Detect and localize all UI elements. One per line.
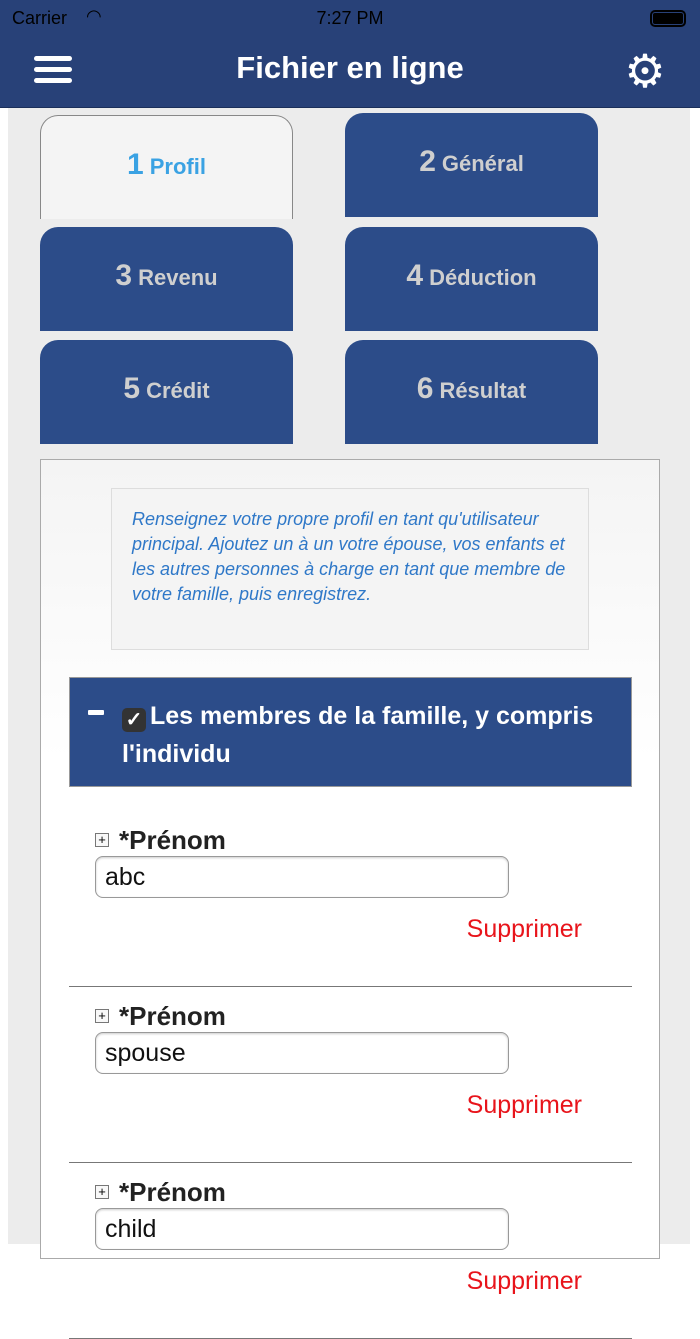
family-member — [69, 811, 632, 987]
checkbox-icon[interactable]: ✓ — [122, 708, 146, 732]
family-member — [69, 987, 632, 1163]
tab-number: 6 — [416, 372, 434, 405]
app-header — [0, 0, 700, 108]
info-text: Renseignez votre propre profil en tant qu'utilisateur principal. Ajoutez un à un votre épouse, vos enfants et les autres personnes à charge en tant que membre de votre famille, puis enregistrez. — [111, 488, 589, 650]
collapse-icon[interactable] — [88, 710, 104, 715]
family-member — [69, 1163, 632, 1339]
tab-number: 1 — [127, 148, 144, 181]
battery-icon — [650, 10, 686, 27]
profile-panel — [40, 459, 660, 1295]
family-section-header[interactable] — [69, 677, 632, 787]
tab-number: 3 — [115, 259, 133, 292]
delete-link[interactable]: Supprimer — [466, 1091, 582, 1119]
tab-label: Résultat — [439, 378, 527, 403]
status-bar — [0, 6, 700, 30]
wifi-icon: ◠ — [86, 6, 102, 26]
tab-label: Général — [441, 151, 524, 176]
first-name-input[interactable] — [95, 1032, 509, 1074]
tab-label: Crédit — [146, 378, 210, 403]
tab-label: Revenu — [138, 265, 218, 290]
first-name-label: *Prénom — [119, 1001, 226, 1031]
clock: 7:27 PM — [316, 8, 384, 28]
tab-profil[interactable] — [40, 115, 293, 219]
gear-icon[interactable]: ⚙ — [624, 45, 666, 97]
delete-link[interactable]: Supprimer — [466, 915, 582, 943]
first-name-label: *Prénom — [119, 1177, 226, 1207]
tab-deduction[interactable] — [345, 227, 598, 331]
tab-revenu[interactable] — [40, 227, 293, 331]
first-name-label: *Prénom — [119, 825, 226, 855]
tab-credit[interactable] — [40, 340, 293, 444]
expand-icon[interactable]: + — [95, 833, 109, 847]
tab-number: 2 — [419, 145, 436, 178]
page-title: Fichier en ligne — [236, 50, 464, 85]
expand-icon[interactable]: + — [95, 1185, 109, 1199]
expand-icon[interactable]: + — [95, 1009, 109, 1023]
tab-number: 4 — [406, 259, 424, 292]
section-title: Les membres de la famille, y compris l'individu — [122, 702, 594, 768]
tab-label: Profil — [149, 154, 206, 179]
tab-number: 5 — [123, 372, 141, 405]
tab-label: Déduction — [429, 265, 537, 290]
delete-link[interactable]: Supprimer — [466, 1267, 582, 1295]
tab-general[interactable] — [345, 113, 598, 217]
tab-resultat[interactable] — [345, 340, 598, 444]
carrier-label: Carrier — [12, 8, 68, 28]
first-name-input[interactable] — [95, 856, 509, 898]
